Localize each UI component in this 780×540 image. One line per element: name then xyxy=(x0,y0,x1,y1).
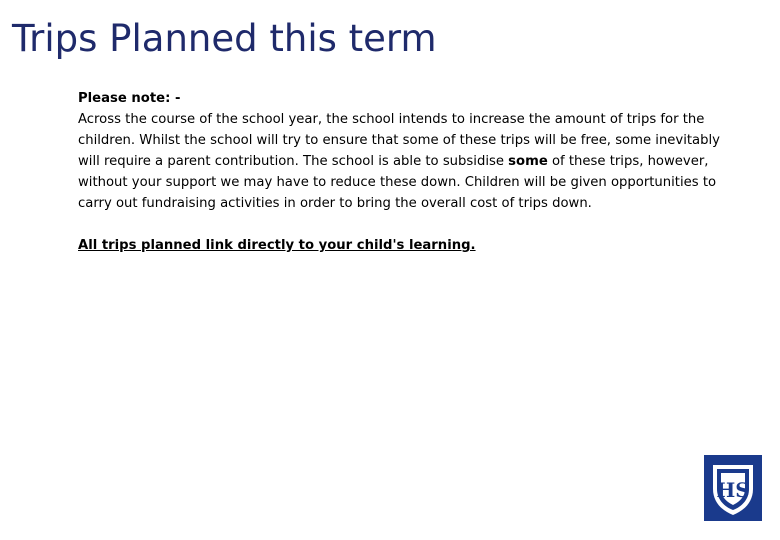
trips-paragraph xyxy=(78,109,728,214)
paragraph-emphasis: some xyxy=(508,154,548,169)
body-text xyxy=(78,88,728,256)
school-logo xyxy=(704,455,762,521)
paragraph-text-start: Across the course of the school year, the school intends to increase the amount of trips for the children. Whilst the school will try to ensure that some of these trips will be free, some inevitably will require a parent contribution. The school is able to subsidise xyxy=(78,112,720,169)
logo-monogram: HS xyxy=(716,478,750,502)
school-crest-icon xyxy=(704,455,762,521)
paragraph-text-end: of these trips, however, without your support we may have to reduce these down. Children will be given opportunities to carry out fundraising activities in order to bring the overall cost of trips down. xyxy=(78,154,717,211)
learning-note: All trips planned link directly to your child's learning. xyxy=(78,238,476,253)
slide-title: Trips Planned this term xyxy=(12,17,437,60)
note-heading: Please note: - xyxy=(78,91,181,106)
